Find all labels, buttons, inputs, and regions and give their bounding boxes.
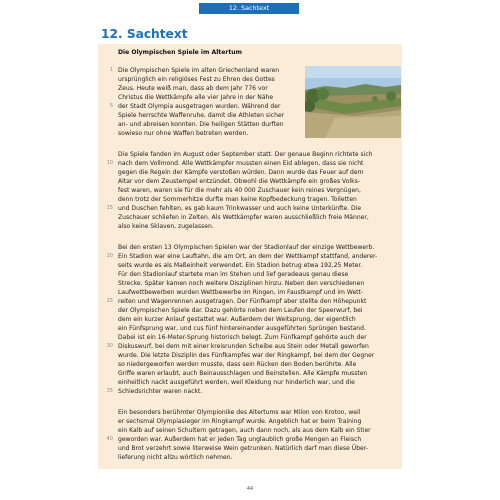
- text-title: Die Olympischen Spiele im Altertum: [118, 49, 242, 56]
- line-text: Spiele herrschte Waffenruhe, damit die Athleten sicher: [118, 112, 285, 119]
- line-text: Ein besonders berühmter Olympionike des Altertums war Milon von Kroton, weil: [118, 409, 361, 416]
- line-text: wurde. Die letzte Disziplin des Fünfkampfes war der Ringkampf, bei dem der Gegner: [118, 352, 375, 359]
- line-text: sowieso nur ohne Waffen betreten werden.: [118, 130, 249, 137]
- line-text: Altar vor dem Zeustempel entzündet. Obwohl die Wettkämpfe ein großes Volks-: [118, 178, 360, 185]
- line-text: an- und abreisen konnten. Die heiligen Stätten durften: [118, 121, 284, 128]
- line-text: gegen die Regeln der Kämpfe verstoßen würden. Dann wurde das Feuer auf dem: [118, 169, 364, 176]
- line-text: Diskuswurf, bei dem mit einer kreisrunden Scheibe aus Stein oder Metall geworfen: [118, 343, 369, 350]
- line-text: und Duschen fehlten, es gab kaum Trinkwasser und auch keine Unterkünfte. Die: [118, 205, 362, 212]
- line-text: Schiedsrichter waren nackt.: [118, 388, 203, 395]
- line-text: und Brot verzehrt sowie literweise Wein getrunken. Natürlich darf man diese Über-: [118, 445, 369, 452]
- line-text: ein Kalb auf seinen Schultern getragen, auch dann noch, als aus dem Kalb ein Stier: [118, 427, 371, 434]
- line-number: 10: [106, 160, 113, 166]
- line-text: ursprünglich ein religiöses Fest zu Ehren des Gottes: [118, 76, 275, 83]
- chapter-header-tab: 12. Sachtext: [199, 3, 299, 14]
- line-text: ein Fünfsprung war, und cus fünf hintereinander ausgeführten Sprüngen bestand.: [118, 325, 366, 332]
- line-text: seits wurde es als Maßeinheit verwendet. Ein Stadion betrug etwa 192,25 Meter.: [118, 262, 363, 269]
- line-number: 20: [106, 253, 113, 259]
- line-text: Christus die Wettkämpfe alle vier Jahre in der Nähe: [118, 94, 274, 101]
- line-number: 25: [106, 298, 113, 304]
- line-text: fest waren, waren sie für die mehr als 40 000 Zuschauer kein reines Vergnügen,: [118, 187, 361, 194]
- line-number: 15: [106, 205, 113, 211]
- line-text: reiten und Wagenrennen ausgetragen. Der Fünfkampf aber stellte den Höhepunkt: [118, 298, 367, 305]
- page-title: 12. Sachtext: [101, 27, 188, 41]
- line-text: so niedergeworfen werden musste, dass sein Rücken den Boden berührte. Alle: [118, 361, 357, 368]
- line-text: Strecke. Später kamen noch weitere Disziplinen hinzu. Neben den verschiedenen: [118, 280, 365, 287]
- line-text: Griffe waren erlaubt, auch Beinausschlagen und Beinstellen. Alle Kämpfe mussten: [118, 370, 368, 377]
- line-text: Ein Stadion war eine Lauftahn, die am Ort, an dem der Wettkampf stattfand, anderer-: [118, 253, 378, 260]
- olympia-stadium-photo: [305, 66, 401, 138]
- line-text: Für den Stadionlauf startete man im Stehen und lief geradeaus genau diese: [118, 271, 349, 278]
- line-text: einheitlich nackt ausgeführt werden, weil Kleidung nur hinderlich war, und die: [118, 379, 355, 386]
- line-text: nach dem Vollmond. Alle Wettkämpfer mussten einen Eid ablegen, dass sie nicht: [118, 160, 364, 167]
- line-text: also keine Sklaven, zugelassen.: [118, 223, 214, 230]
- line-text: Die Spiele fanden im August oder September statt. Der genaue Beginn richtete sich: [118, 151, 373, 158]
- line-text: Zeus. Heute weiß man, dass ab dem Jahr 776 vor: [118, 85, 268, 92]
- line-number: 40: [106, 436, 113, 442]
- line-number: 5: [109, 103, 113, 109]
- line-number: 30: [106, 343, 113, 349]
- line-text: Die Olympischen Spiele im alten Griechenland waren: [118, 67, 280, 74]
- line-text: lieferung nicht allzu wörtlich nehmen.: [118, 454, 233, 461]
- line-text: der Stadt Olympia ausgetragen wurden. Während der: [118, 103, 281, 110]
- line-text: er sechsmal Olympiasieger im Ringkampf wurde. Angeblich hat er beim Training: [118, 418, 362, 425]
- page-number: 44: [246, 486, 254, 492]
- line-text: denn trotz der Sommerhitze durfte man keine Kopfbedeckung tragen. Toiletten: [118, 196, 357, 203]
- line-text: Zuschauer schliefen in Zelten. Als Wettkämpfer waren ausschließlich freie Männer,: [118, 214, 369, 221]
- line-text: dem ein kurzer Anlauf gestattet war. Außerdem der Weitsprung, der eigentlich: [118, 316, 356, 323]
- line-text: Laufwettbewerben wurden Wettbewerbe im Ringen, im Faustkampf und im Wett-: [118, 289, 364, 296]
- line-text: der Olympischen Spiele dar. Dazu gehörte neben dem Laufen der Speerwurf, bei: [118, 307, 363, 314]
- line-number: 1: [109, 67, 113, 73]
- line-text: Dabei ist ein 16-Meter-Sprung historisch belegt. Zum Fünfkampf gehörte auch der: [118, 334, 367, 341]
- line-text: Bei den ersten 13 Olympischen Spielen war der Stadionlauf der einzige Wettbewerb.: [118, 244, 375, 251]
- line-text: geworden war. Außerdem hat er jeden Tag unglaublich große Mengen an Fleisch: [118, 436, 362, 443]
- line-number: 35: [106, 388, 113, 394]
